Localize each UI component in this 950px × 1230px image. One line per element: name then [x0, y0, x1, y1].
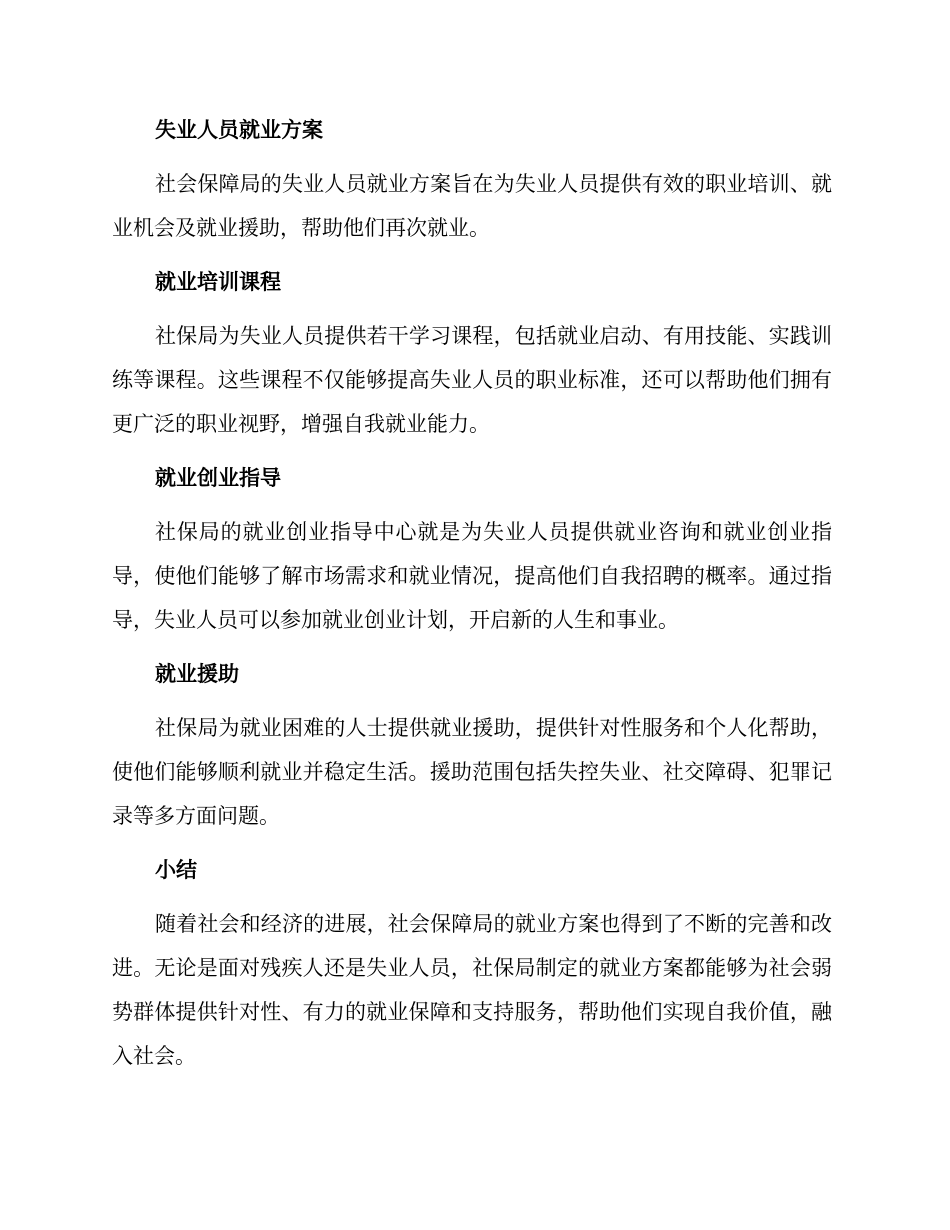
section-paragraph: 社保局的就业创业指导中心就是为失业人员提供就业咨询和就业创业指导，使他们能够了解市场需求和就业情况，提高他们自我招聘的概率。通过指导，失业人员可以参加就业创业计划，开启新的人生和事业。 — [112, 520, 832, 632]
section-paragraph: 随着社会和经济的进展，社会保障局的就业方案也得到了不断的完善和改进。无论是面对残疾人还是失业人员，社保局制定的就业方案都能够为社会弱势群体提供针对性、有力的就业保障和支持服务，帮助他们实现自我价值，融入社会。 — [112, 912, 832, 1068]
section-unemployed-employment-plan — [112, 110, 832, 250]
section-entrepreneurship-guidance — [112, 458, 832, 642]
section-employment-assistance — [112, 654, 832, 838]
section-heading: 就业创业指导 — [155, 466, 281, 490]
section-heading: 失业人员就业方案 — [155, 118, 323, 142]
document-page — [112, 110, 832, 1090]
section-training-courses — [112, 262, 832, 446]
section-paragraph: 社保局为就业困难的人士提供就业援助，提供针对性服务和个人化帮助，使他们能够顺利就业并稳定生活。援助范围包括失控失业、社交障碍、犯罪记录等多方面问题。 — [112, 716, 832, 828]
section-summary — [112, 850, 832, 1078]
section-paragraph: 社保局为失业人员提供若干学习课程，包括就业启动、有用技能、实践训练等课程。这些课程不仅能够提高失业人员的职业标准，还可以帮助他们拥有更广泛的职业视野，增强自我就业能力。 — [112, 324, 832, 436]
section-heading: 小结 — [155, 858, 197, 882]
section-heading: 就业培训课程 — [155, 270, 281, 294]
section-heading: 就业援助 — [155, 662, 239, 686]
section-paragraph: 社会保障局的失业人员就业方案旨在为失业人员提供有效的职业培训、就业机会及就业援助，帮助他们再次就业。 — [112, 172, 832, 240]
